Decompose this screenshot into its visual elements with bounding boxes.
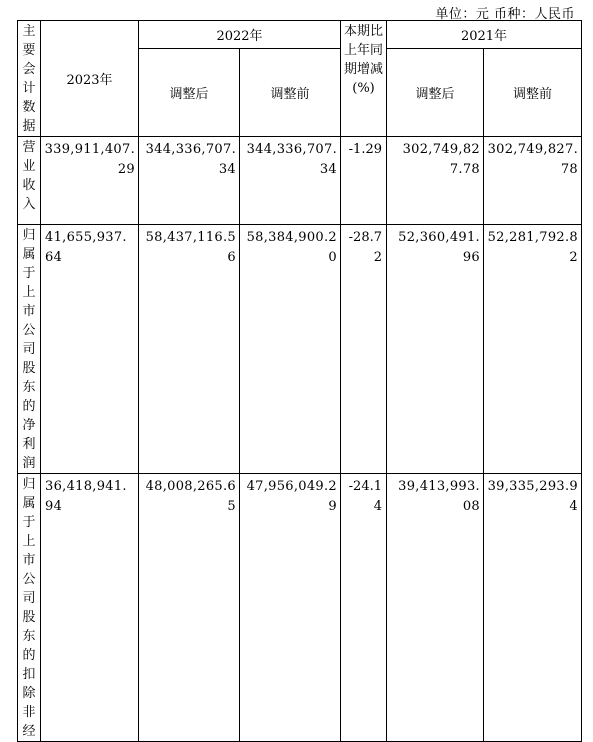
value-2021-adjusted-after: 39,413,993.08 bbox=[387, 474, 484, 742]
value-2022-adjusted-after: 344,336,707.34 bbox=[139, 137, 240, 225]
value-2021-adjusted-before: 302,749,827.78 bbox=[484, 137, 582, 225]
value-change-percent: -24.14 bbox=[341, 474, 387, 742]
header-2021-adjusted-after: 调整后 bbox=[387, 49, 484, 137]
table-row bbox=[18, 225, 582, 474]
value-2021-adjusted-before: 39,335,293.94 bbox=[484, 474, 582, 742]
key-accounting-data-table bbox=[17, 20, 582, 742]
header-change-percent: 本期比上年同期增减(%) bbox=[341, 21, 387, 137]
value-2021-adjusted-after: 302,749,827.78 bbox=[387, 137, 484, 225]
row-label: 归属于上市公司股东的净利润 bbox=[18, 225, 41, 474]
value-2023: 41,655,937.64 bbox=[41, 225, 139, 474]
header-year-2022: 2022年 bbox=[139, 21, 341, 49]
header-2021-adjusted-before: 调整前 bbox=[484, 49, 582, 137]
value-2022-adjusted-before: 47,956,049.29 bbox=[240, 474, 341, 742]
header-year-2023: 2023年 bbox=[41, 21, 139, 137]
header-year-2021: 2021年 bbox=[387, 21, 582, 49]
value-2022-adjusted-after: 48,008,265.65 bbox=[139, 474, 240, 742]
header-2022-adjusted-after: 调整后 bbox=[139, 49, 240, 137]
value-2022-adjusted-before: 344,336,707.34 bbox=[240, 137, 341, 225]
value-2023: 36,418,941.94 bbox=[41, 474, 139, 742]
value-2022-adjusted-after: 58,437,116.56 bbox=[139, 225, 240, 474]
value-2023: 339,911,407.29 bbox=[41, 137, 139, 225]
header-2022-adjusted-before: 调整前 bbox=[240, 49, 341, 137]
value-2021-adjusted-before: 52,281,792.82 bbox=[484, 225, 582, 474]
value-change-percent: -28.72 bbox=[341, 225, 387, 474]
unit-currency-label: 单位：元 币种：人民币 bbox=[435, 7, 575, 22]
header-row-years bbox=[18, 21, 582, 49]
value-2022-adjusted-before: 58,384,900.20 bbox=[240, 225, 341, 474]
row-label: 归属于上市公司股东的扣除非经 bbox=[18, 474, 41, 742]
value-2021-adjusted-after: 52,360,491.96 bbox=[387, 225, 484, 474]
table-row bbox=[18, 137, 582, 225]
header-row-label: 主要会计数据 bbox=[18, 21, 41, 137]
value-change-percent: -1.29 bbox=[341, 137, 387, 225]
table-row bbox=[18, 474, 582, 742]
row-label: 营业收入 bbox=[18, 137, 41, 225]
